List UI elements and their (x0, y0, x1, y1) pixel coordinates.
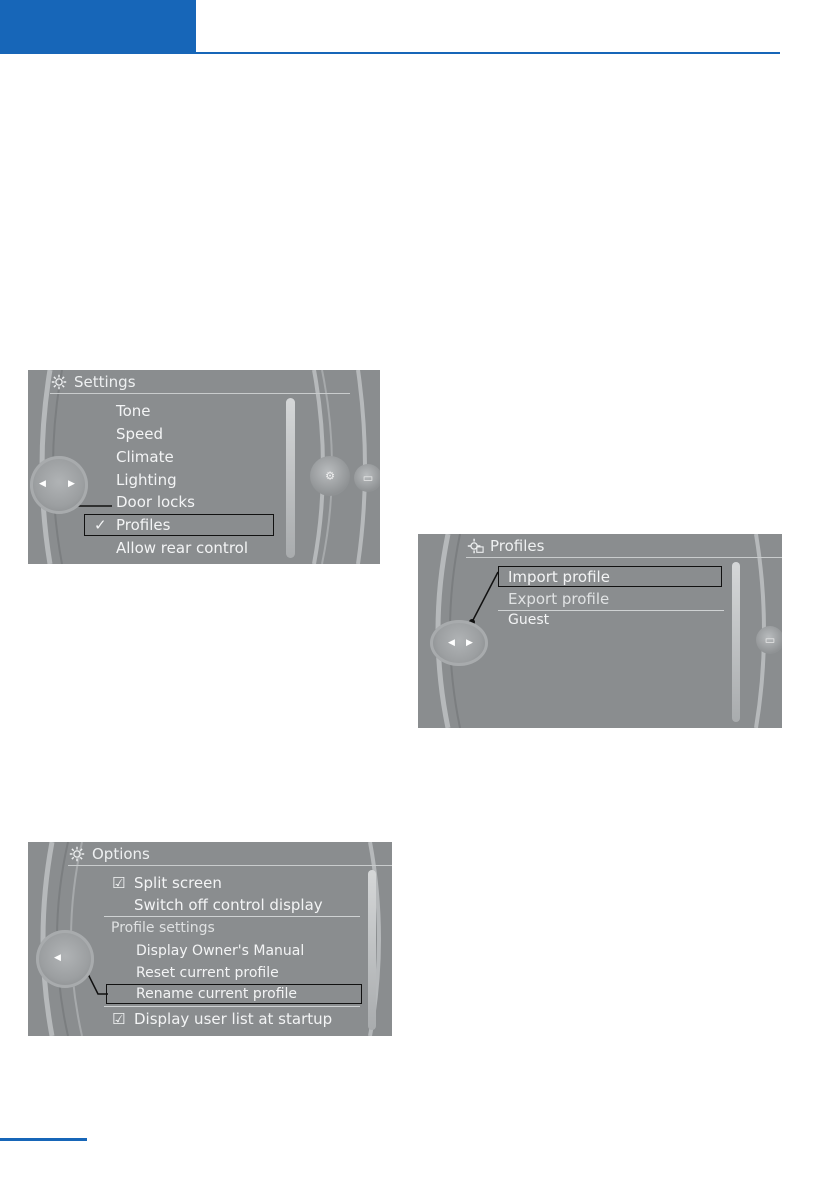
menu-item-tone[interactable]: Tone (116, 402, 151, 420)
settings-title: Settings (74, 372, 136, 391)
right-arrow-icon: ▶ (466, 638, 473, 648)
options-title: Options (92, 844, 150, 863)
left-arrow-icon: ◀ (54, 953, 61, 963)
footer-rule (0, 1138, 87, 1141)
profiles-screenshot (418, 534, 782, 728)
header-rule (196, 52, 780, 54)
menu-item-switch-off-control-display[interactable]: Switch off control display (134, 896, 323, 914)
menu-item-lighting[interactable]: Lighting (116, 471, 177, 489)
options-title-bar (68, 842, 368, 866)
menu-item-reset-current-profile[interactable]: Reset current profile (136, 965, 279, 981)
scrollbar[interactable] (732, 562, 740, 722)
menu-item-export-profile[interactable]: Export profile (508, 590, 610, 608)
menu-item-speed[interactable]: Speed (116, 425, 164, 443)
chapter-tab (0, 0, 196, 54)
divider (104, 916, 360, 917)
profiles-gear-icon (466, 537, 484, 555)
title-rule (68, 865, 392, 866)
checkbox-icon: ☑ (112, 1010, 126, 1028)
side-display-button[interactable] (354, 464, 380, 492)
controller-knob (430, 620, 488, 666)
side-display-button[interactable] (756, 626, 782, 654)
menu-item-allow-rear-control[interactable]: Allow rear control (116, 539, 248, 557)
menu-item-display-owners-manual[interactable]: Display Owner's Manual (136, 943, 305, 959)
controller-knob (36, 930, 94, 988)
profiles-title: Profiles (490, 536, 545, 555)
menu-item-display-user-list-at-startup[interactable]: ☑ Display user list at startup (112, 1010, 333, 1028)
settings-title-bar (50, 370, 350, 394)
side-gear-icon: ⚙ (325, 469, 335, 483)
title-rule (466, 557, 782, 558)
scrollbar[interactable] (368, 870, 376, 1030)
gear-icon (68, 845, 86, 863)
right-arrow-icon: ▶ (68, 479, 75, 489)
menu-item-rename-current-profile[interactable]: Rename current profile (136, 986, 298, 1002)
menu-item-profiles[interactable]: ✓ Profiles (94, 516, 171, 534)
checkmark-icon: ✓ (94, 516, 107, 534)
settings-screenshot (28, 370, 380, 564)
scrollbar[interactable] (286, 398, 295, 558)
menu-item-climate[interactable]: Climate (116, 448, 174, 466)
menu-item-import-profile[interactable]: Import profile (508, 568, 610, 586)
gear-icon (50, 373, 68, 391)
menu-item-guest[interactable]: Guest (508, 612, 550, 628)
controller-knob (30, 456, 88, 514)
title-rule (50, 393, 350, 394)
checkbox-icon: ☑ (112, 874, 126, 892)
divider (104, 1006, 360, 1007)
display-icon: ▭ (362, 471, 374, 485)
menu-item-split-screen[interactable]: ☑ Split screen (112, 874, 222, 892)
left-arrow-icon: ◀ (448, 638, 455, 648)
side-menu-button[interactable] (310, 456, 350, 496)
menu-item-door-locks[interactable]: Door locks (116, 493, 195, 511)
section-header-profile-settings: Profile settings (111, 920, 215, 936)
left-arrow-icon: ◀ (39, 479, 46, 489)
options-screenshot (28, 842, 392, 1036)
profiles-title-bar (466, 534, 766, 558)
display-icon: ▭ (764, 633, 776, 647)
